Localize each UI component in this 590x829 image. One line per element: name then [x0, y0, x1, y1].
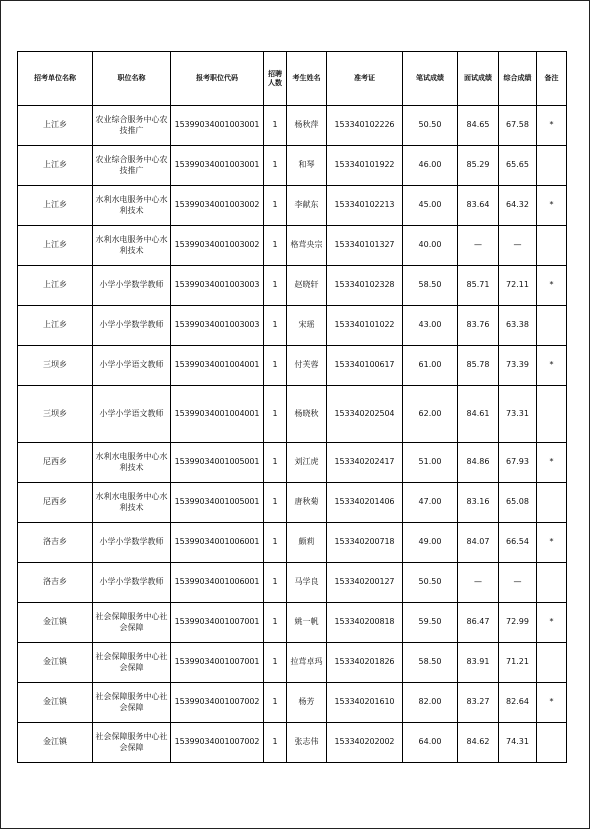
note-cell: *: [537, 443, 567, 483]
name-cell: 拉茸卓玛: [287, 643, 327, 683]
total-score-cell: 63.38: [499, 306, 537, 346]
table-row: [18, 483, 567, 523]
position-code-cell: 15399034001005001: [171, 443, 264, 483]
exam-no-cell: 153340202002: [327, 723, 403, 763]
header-position-code: 报考职位代码: [171, 52, 264, 106]
interview-score-cell: 83.91: [458, 643, 499, 683]
table-row: [18, 306, 567, 346]
position-code-cell: 15399034001003003: [171, 266, 264, 306]
table-row: [18, 146, 567, 186]
name-cell: 张志伟: [287, 723, 327, 763]
total-score-cell: 71.21: [499, 643, 537, 683]
header-interview-score: 面试成绩: [458, 52, 499, 106]
total-score-cell: 64.32: [499, 186, 537, 226]
table-row: [18, 723, 567, 763]
count-cell: 1: [264, 266, 287, 306]
position-cell: 水利水电服务中心水利技术: [93, 483, 171, 523]
position-code-cell: 15399034001003001: [171, 146, 264, 186]
name-cell: 赵晓轩: [287, 266, 327, 306]
exam-no-cell: 153340201610: [327, 683, 403, 723]
total-score-cell: 74.31: [499, 723, 537, 763]
position-code-cell: 15399034001006001: [171, 523, 264, 563]
table-row: [18, 523, 567, 563]
interview-score-cell: 84.86: [458, 443, 499, 483]
interview-score-cell: 83.27: [458, 683, 499, 723]
table-row: [18, 386, 567, 443]
written-score-cell: 40.00: [403, 226, 458, 266]
exam-no-cell: 153340100617: [327, 346, 403, 386]
count-cell: 1: [264, 186, 287, 226]
unit-cell: 洛吉乡: [18, 563, 93, 603]
interview-score-cell: 85.71: [458, 266, 499, 306]
header-count: 招聘人数: [264, 52, 287, 106]
total-score-cell: —: [499, 226, 537, 266]
written-score-cell: 58.50: [403, 643, 458, 683]
interview-score-cell: 86.47: [458, 603, 499, 643]
name-cell: 格茸央宗: [287, 226, 327, 266]
exam-no-cell: 153340102328: [327, 266, 403, 306]
exam-no-cell: 153340101022: [327, 306, 403, 346]
table-row: [18, 226, 567, 266]
position-code-cell: 15399034001007001: [171, 643, 264, 683]
exam-no-cell: 153340201826: [327, 643, 403, 683]
table-row: [18, 603, 567, 643]
unit-cell: 金江镇: [18, 603, 93, 643]
note-cell: [537, 643, 567, 683]
interview-score-cell: 84.61: [458, 386, 499, 443]
name-cell: 杨秋萍: [287, 106, 327, 146]
header-exam-no: 准考证: [327, 52, 403, 106]
count-cell: 1: [264, 146, 287, 186]
position-code-cell: 15399034001003001: [171, 106, 264, 146]
table-row: [18, 643, 567, 683]
unit-cell: 尼西乡: [18, 443, 93, 483]
count-cell: 1: [264, 723, 287, 763]
interview-score-cell: —: [458, 563, 499, 603]
table-row: [18, 563, 567, 603]
table-row: [18, 186, 567, 226]
unit-cell: 尼西乡: [18, 483, 93, 523]
count-cell: 1: [264, 563, 287, 603]
note-cell: *: [537, 603, 567, 643]
exam-no-cell: 153340201406: [327, 483, 403, 523]
unit-cell: 洛吉乡: [18, 523, 93, 563]
total-score-cell: 65.08: [499, 483, 537, 523]
position-cell: 农业综合服务中心农技推广: [93, 146, 171, 186]
table-row: [18, 443, 567, 483]
position-cell: 农业综合服务中心农技推广: [93, 106, 171, 146]
interview-score-cell: 83.76: [458, 306, 499, 346]
total-score-cell: 65.65: [499, 146, 537, 186]
note-cell: *: [537, 266, 567, 306]
written-score-cell: 58.50: [403, 266, 458, 306]
written-score-cell: 62.00: [403, 386, 458, 443]
position-cell: 社会保障服务中心社会保障: [93, 723, 171, 763]
note-cell: [537, 306, 567, 346]
interview-score-cell: 83.16: [458, 483, 499, 523]
written-score-cell: 82.00: [403, 683, 458, 723]
position-code-cell: 15399034001007002: [171, 723, 264, 763]
total-score-cell: —: [499, 563, 537, 603]
unit-cell: 金江镇: [18, 723, 93, 763]
unit-cell: 上江乡: [18, 186, 93, 226]
unit-cell: 上江乡: [18, 306, 93, 346]
total-score-cell: 72.11: [499, 266, 537, 306]
table-row: [18, 683, 567, 723]
count-cell: 1: [264, 523, 287, 563]
unit-cell: 上江乡: [18, 226, 93, 266]
name-cell: 马学良: [287, 563, 327, 603]
written-score-cell: 47.00: [403, 483, 458, 523]
count-cell: 1: [264, 386, 287, 443]
count-cell: 1: [264, 306, 287, 346]
position-cell: 水利水电服务中心水利技术: [93, 186, 171, 226]
unit-cell: 金江镇: [18, 643, 93, 683]
written-score-cell: 59.50: [403, 603, 458, 643]
header-total-score: 综合成绩: [499, 52, 537, 106]
exam-no-cell: 153340200718: [327, 523, 403, 563]
interview-score-cell: 85.78: [458, 346, 499, 386]
note-cell: [537, 386, 567, 443]
count-cell: 1: [264, 226, 287, 266]
exam-no-cell: 153340200127: [327, 563, 403, 603]
unit-cell: 金江镇: [18, 683, 93, 723]
written-score-cell: 46.00: [403, 146, 458, 186]
note-cell: *: [537, 523, 567, 563]
note-cell: *: [537, 186, 567, 226]
count-cell: 1: [264, 643, 287, 683]
position-code-cell: 15399034001007001: [171, 603, 264, 643]
header-written-score: 笔试成绩: [403, 52, 458, 106]
total-score-cell: 72.99: [499, 603, 537, 643]
total-score-cell: 67.58: [499, 106, 537, 146]
name-cell: 刘江虎: [287, 443, 327, 483]
name-cell: 姚一帆: [287, 603, 327, 643]
exam-no-cell: 153340202504: [327, 386, 403, 443]
note-cell: [537, 723, 567, 763]
exam-no-cell: 153340200818: [327, 603, 403, 643]
results-table: [17, 51, 567, 763]
count-cell: 1: [264, 683, 287, 723]
position-cell: 小学小学语文教师: [93, 346, 171, 386]
position-cell: 小学小学数学教师: [93, 563, 171, 603]
name-cell: 和琴: [287, 146, 327, 186]
interview-score-cell: 84.65: [458, 106, 499, 146]
total-score-cell: 67.93: [499, 443, 537, 483]
count-cell: 1: [264, 346, 287, 386]
exam-no-cell: 153340101922: [327, 146, 403, 186]
note-cell: [537, 146, 567, 186]
note-cell: [537, 563, 567, 603]
exam-no-cell: 153340101327: [327, 226, 403, 266]
position-code-cell: 15399034001006001: [171, 563, 264, 603]
total-score-cell: 82.64: [499, 683, 537, 723]
total-score-cell: 73.31: [499, 386, 537, 443]
interview-score-cell: 84.07: [458, 523, 499, 563]
unit-cell: 上江乡: [18, 146, 93, 186]
position-code-cell: 15399034001003002: [171, 186, 264, 226]
unit-cell: 三坝乡: [18, 386, 93, 443]
note-cell: [537, 226, 567, 266]
interview-score-cell: 83.64: [458, 186, 499, 226]
note-cell: *: [537, 683, 567, 723]
position-cell: 小学小学数学教师: [93, 306, 171, 346]
total-score-cell: 73.39: [499, 346, 537, 386]
header-position: 职位名称: [93, 52, 171, 106]
name-cell: 唐秋菊: [287, 483, 327, 523]
position-code-cell: 15399034001004001: [171, 386, 264, 443]
unit-cell: 三坝乡: [18, 346, 93, 386]
name-cell: 颇莉: [287, 523, 327, 563]
count-cell: 1: [264, 106, 287, 146]
name-cell: 李献东: [287, 186, 327, 226]
interview-score-cell: 85.29: [458, 146, 499, 186]
exam-no-cell: 153340102213: [327, 186, 403, 226]
total-score-cell: 66.54: [499, 523, 537, 563]
written-score-cell: 45.00: [403, 186, 458, 226]
header-note: 备注: [537, 52, 567, 106]
written-score-cell: 51.00: [403, 443, 458, 483]
position-cell: 小学小学数学教师: [93, 266, 171, 306]
written-score-cell: 64.00: [403, 723, 458, 763]
written-score-cell: 50.50: [403, 106, 458, 146]
note-cell: *: [537, 346, 567, 386]
header-row: [18, 52, 567, 106]
header-name: 考生姓名: [287, 52, 327, 106]
note-cell: [537, 483, 567, 523]
position-cell: 水利水电服务中心水利技术: [93, 226, 171, 266]
table-row: [18, 346, 567, 386]
name-cell: 杨芳: [287, 683, 327, 723]
count-cell: 1: [264, 603, 287, 643]
table-body: [18, 106, 567, 763]
position-code-cell: 15399034001003002: [171, 226, 264, 266]
position-code-cell: 15399034001005001: [171, 483, 264, 523]
note-cell: *: [537, 106, 567, 146]
position-code-cell: 15399034001003003: [171, 306, 264, 346]
position-cell: 社会保障服务中心社会保障: [93, 643, 171, 683]
name-cell: 宋瑶: [287, 306, 327, 346]
count-cell: 1: [264, 443, 287, 483]
table-row: [18, 266, 567, 306]
position-cell: 小学小学数学教师: [93, 523, 171, 563]
unit-cell: 上江乡: [18, 106, 93, 146]
header-unit: 招考单位名称: [18, 52, 93, 106]
unit-cell: 上江乡: [18, 266, 93, 306]
count-cell: 1: [264, 483, 287, 523]
exam-no-cell: 153340102226: [327, 106, 403, 146]
interview-score-cell: 84.62: [458, 723, 499, 763]
exam-no-cell: 153340202417: [327, 443, 403, 483]
written-score-cell: 61.00: [403, 346, 458, 386]
written-score-cell: 43.00: [403, 306, 458, 346]
position-cell: 社会保障服务中心社会保障: [93, 603, 171, 643]
position-cell: 小学小学语文教师: [93, 386, 171, 443]
position-code-cell: 15399034001004001: [171, 346, 264, 386]
name-cell: 杨晓秋: [287, 386, 327, 443]
interview-score-cell: —: [458, 226, 499, 266]
position-cell: 水利水电服务中心水利技术: [93, 443, 171, 483]
name-cell: 付芙蓉: [287, 346, 327, 386]
position-cell: 社会保障服务中心社会保障: [93, 683, 171, 723]
written-score-cell: 49.00: [403, 523, 458, 563]
written-score-cell: 50.50: [403, 563, 458, 603]
table-row: [18, 106, 567, 146]
position-code-cell: 15399034001007002: [171, 683, 264, 723]
